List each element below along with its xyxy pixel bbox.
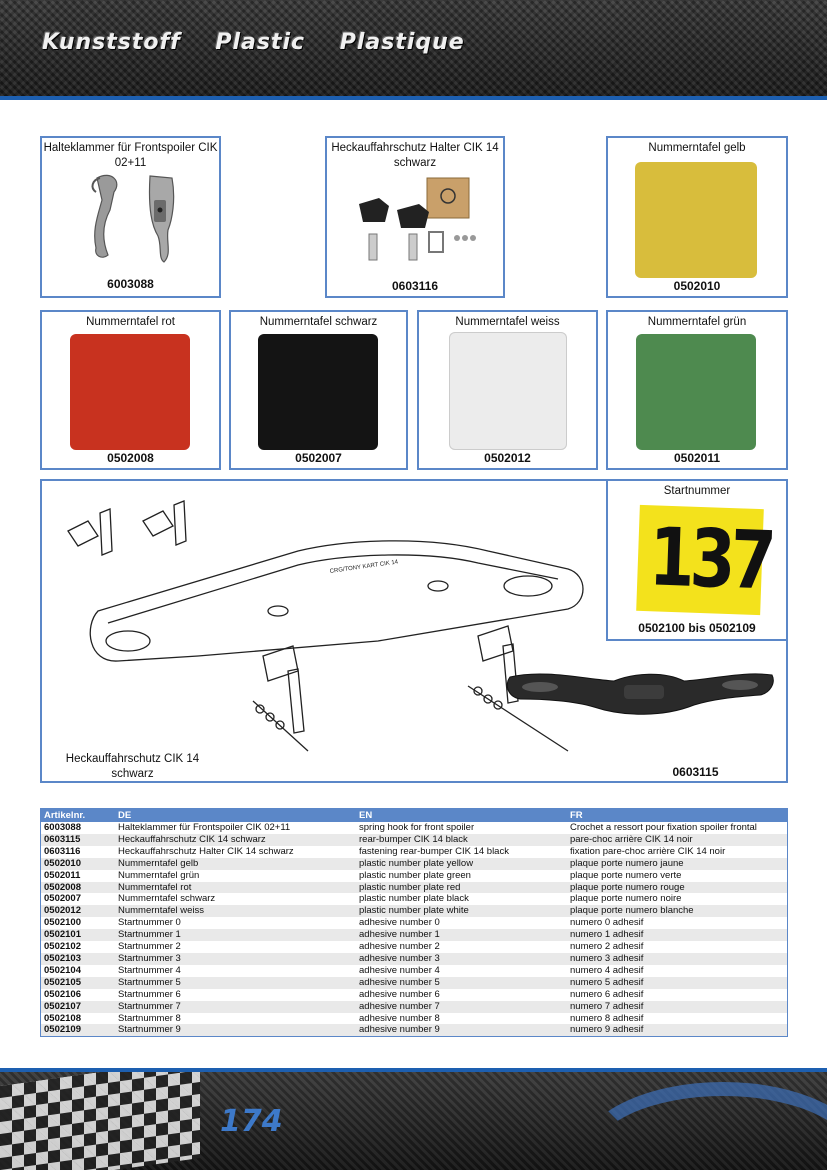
table-row: [41, 917, 787, 929]
cell-de: Startnummer 9: [115, 1024, 356, 1036]
table-row: [41, 905, 787, 917]
table-row: [41, 1001, 787, 1013]
product-code: 0502008: [107, 451, 154, 465]
green-plate: [636, 334, 756, 450]
cell-fr: fixation pare-choc arrière CIK 14 noir: [570, 845, 726, 857]
cell-fr: numero 5 adhesif: [567, 977, 787, 989]
table-row: [41, 858, 787, 870]
cell-de: Startnummer 6: [118, 988, 181, 1000]
cell-en: plastic number plate yellow: [356, 858, 567, 870]
table-row: [41, 977, 787, 989]
cell-fr: plaque porte numero verte: [570, 869, 682, 881]
cell-fr: numero 2 adhesif: [570, 941, 644, 953]
cell-de: Startnummer 3: [115, 953, 356, 965]
product-plate-white[interactable]: [417, 310, 598, 470]
col-header-article: Artikelnr.: [41, 809, 115, 822]
table-row: [41, 893, 787, 905]
col-header-fr: FR: [567, 809, 787, 822]
cell-de: Nummerntafel rot: [115, 882, 356, 894]
product-plate-black[interactable]: [229, 310, 408, 470]
table-row: [41, 870, 787, 882]
cell-fr: Crochet a ressort pour fixation spoiler frontal: [570, 822, 757, 833]
cell-en: adhesive number 8: [359, 1012, 440, 1024]
cell-article-number: 0502106: [44, 988, 81, 1000]
page-number: 174: [220, 1104, 283, 1139]
product-clip[interactable]: [40, 136, 221, 298]
rear-bumper-photo: [504, 667, 780, 723]
cell-fr: numero 8 adhesif: [570, 1012, 644, 1024]
cell-de: Heckauffahrschutz CIK 14 schwarz: [115, 834, 356, 846]
product-startnummer[interactable]: [606, 479, 788, 641]
cell-article-number: 0502108: [44, 1012, 81, 1024]
cell-de: Startnummer 1: [115, 929, 356, 941]
cell-en: rear-bumper CIK 14 black: [356, 834, 567, 846]
table-row: [41, 1024, 787, 1036]
product-code: 0502012: [484, 451, 531, 465]
product-plate-yellow[interactable]: [606, 136, 788, 298]
spring-hook-image: [72, 170, 192, 270]
product-code: 6003088: [107, 277, 154, 291]
table-row: [41, 965, 787, 977]
cell-fr: numero 9 adhesif: [567, 1024, 787, 1036]
product-code: 0603115: [672, 765, 719, 779]
table-row: [41, 953, 787, 965]
cell-de: Nummerntafel schwarz: [118, 893, 216, 905]
title-en: Plastic: [215, 30, 306, 55]
product-plate-red[interactable]: [40, 310, 221, 470]
cell-en: plastic number plate black: [359, 893, 469, 905]
product-code: 0502010: [673, 279, 721, 293]
product-title: Halteklammer für Frontspoiler CIK 02+11: [43, 142, 218, 169]
cell-de: Halteklammer für Frontspoiler CIK 02+11: [118, 822, 291, 833]
cell-article-number: 0502105: [41, 977, 115, 989]
cell-fr: plaque porte numero rouge: [567, 882, 787, 894]
product-title: Heckauffahrschutz CIK 14 schwarz: [65, 753, 200, 780]
yellow-plate: [635, 162, 757, 278]
cell-fr: plaque porte numero blanche: [567, 905, 787, 917]
cell-article-number: 0502101: [41, 929, 115, 941]
page-footer: [0, 1068, 827, 1170]
cell-de: Startnummer 8: [118, 1012, 181, 1024]
product-title: Heckauffahrschutz Halter CIK 14 schwarz: [331, 142, 499, 169]
cell-en: adhesive number 2: [359, 941, 440, 953]
cell-fr: numero 3 adhesif: [567, 953, 787, 965]
drawing-label: CRG/TONY KART CIK 14: [329, 559, 399, 575]
cell-en: spring hook for front spoiler: [359, 822, 475, 833]
product-title: Nummerntafel schwarz: [259, 316, 378, 328]
cell-article-number: 0502100: [44, 917, 81, 929]
white-plate: [449, 332, 567, 450]
cell-fr: numero 0 adhesif: [570, 917, 644, 929]
cell-de: Startnummer 5: [115, 977, 356, 989]
table-header-row: [41, 809, 787, 822]
cell-article-number: 0502012: [41, 905, 115, 917]
product-title: Nummerntafel rot: [86, 316, 175, 328]
cell-en: adhesive number 4: [359, 964, 440, 976]
product-code: 0603116: [391, 279, 439, 293]
cell-article-number: 0603115: [41, 834, 115, 846]
cell-article-number: 0603116: [44, 845, 81, 857]
table-row: [41, 941, 787, 953]
cell-article-number: 0502102: [44, 941, 81, 953]
title-fr: Plastique: [339, 30, 465, 55]
cell-de: Startnummer 4: [118, 964, 181, 976]
col-header-de: DE: [115, 809, 356, 822]
header-title: [42, 30, 491, 55]
cell-en: adhesive number 7: [356, 1001, 567, 1013]
red-plate: [70, 334, 190, 450]
title-de: Kunststoff: [42, 30, 181, 55]
cell-fr: numero 4 adhesif: [570, 964, 644, 976]
cell-article-number: 0502007: [44, 893, 81, 905]
cell-article-number: 0502011: [44, 869, 81, 881]
cell-en: adhesive number 5: [356, 977, 567, 989]
product-title: Startnummer: [663, 485, 731, 497]
cell-fr: plaque porte numero noire: [570, 893, 682, 905]
product-code: 0502007: [295, 451, 342, 465]
cell-en: plastic number plate white: [356, 905, 567, 917]
table-row: [41, 834, 787, 846]
cell-fr: numero 6 adhesif: [570, 988, 644, 1000]
cell-article-number: 0502109: [41, 1024, 115, 1036]
cell-de: Startnummer 2: [118, 941, 181, 953]
black-plate: [258, 334, 378, 450]
table-row: [41, 822, 787, 834]
cell-article-number: 0502008: [41, 882, 115, 894]
product-plate-green[interactable]: [606, 310, 788, 470]
cell-en: fastening rear-bumper CIK 14 black: [359, 845, 509, 857]
table-row: [41, 846, 787, 858]
table-row: [41, 989, 787, 1001]
product-code: 0502100 bis 0502109: [638, 621, 756, 635]
table-row: [41, 929, 787, 941]
cell-de: Startnummer 0: [118, 917, 181, 929]
cell-fr: numero 1 adhesif: [567, 929, 787, 941]
cell-en: adhesive number 3: [356, 953, 567, 965]
cell-de: Nummerntafel weiss: [115, 905, 356, 917]
cell-fr: numero 7 adhesif: [567, 1001, 787, 1013]
checkered-flag-image: [0, 1068, 200, 1170]
product-code: 0502011: [673, 451, 721, 465]
cell-en: adhesive number 6: [359, 988, 440, 1000]
cell-article-number: 0502010: [41, 858, 115, 870]
adhesive-numbers: [636, 505, 773, 615]
product-title: Nummerntafel grün: [647, 316, 747, 328]
cell-en: plastic number plate green: [359, 869, 471, 881]
table-row: [41, 882, 787, 894]
number-digits: 137: [647, 510, 773, 608]
cell-fr: plaque porte numero jaune: [567, 858, 787, 870]
cell-de: Nummerntafel grün: [118, 869, 200, 881]
cell-article-number: 0502103: [41, 953, 115, 965]
table-row: [41, 1013, 787, 1025]
col-header-en: EN: [356, 809, 567, 822]
page-header: [0, 0, 827, 100]
track-kerb-image: [579, 1082, 827, 1170]
cell-de: Nummerntafel gelb: [115, 858, 356, 870]
product-title: Nummerntafel gelb: [648, 142, 746, 154]
product-holder[interactable]: [325, 136, 505, 298]
cell-en: adhesive number 0: [359, 917, 440, 929]
cell-de: Startnummer 7: [115, 1001, 356, 1013]
cell-article-number: 0502107: [41, 1001, 115, 1013]
cell-en: adhesive number 9: [356, 1024, 567, 1036]
product-title: Nummerntafel weiss: [455, 316, 560, 328]
cell-de: Heckauffahrschutz Halter CIK 14 schwarz: [118, 845, 294, 857]
cell-en: plastic number plate red: [356, 882, 567, 894]
cell-article-number: 0502104: [44, 964, 81, 976]
cell-fr: pare-choc arrière CIK 14 noir: [567, 834, 787, 846]
cell-article-number: 6003088: [44, 822, 81, 833]
cell-en: adhesive number 1: [356, 929, 567, 941]
product-table: [40, 808, 788, 1037]
bumper-holder-image: [349, 176, 485, 276]
